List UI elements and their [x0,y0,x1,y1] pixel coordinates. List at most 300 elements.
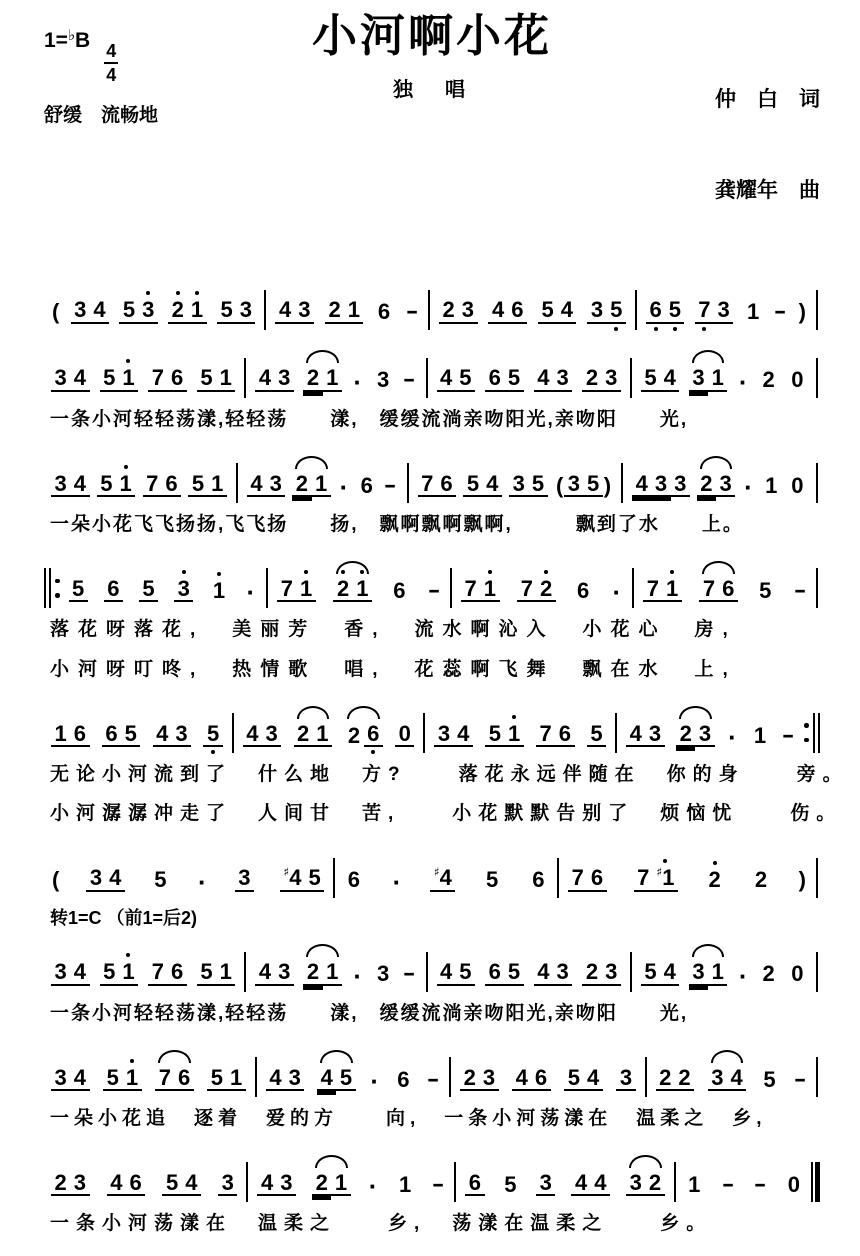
repeat-end-sign [802,713,820,753]
note-group [390,579,409,602]
note: 5 [584,472,603,497]
measure [625,470,814,502]
parenthesis: ) [798,867,806,893]
note-group [773,299,787,323]
measure [44,472,234,497]
lyrics-line: 一朵小花追 逐着 爱的方 向, 一条小河荡漾在 温柔之 乡, [50,1107,767,1129]
note: 4 [106,866,125,891]
measure [268,298,426,323]
note-group [641,366,680,391]
note: 5 [456,960,475,985]
note: 3 [376,367,390,393]
note: 5 [538,298,557,323]
note-group [196,866,209,897]
barline [423,713,425,753]
note-group [641,960,680,985]
note: 5 [587,722,606,747]
note-group [174,577,193,602]
note-group [461,577,500,602]
note: 1 [344,298,363,323]
duration-dot: · [612,577,622,608]
note: 2 [675,1066,694,1091]
note: 3 [236,298,255,323]
note: 6 [167,366,186,391]
note: 5 [162,1171,181,1196]
measure [430,960,628,985]
note: 6 [360,472,373,498]
measure [619,720,802,752]
measure [240,470,405,502]
measure [634,365,814,397]
note: 1 [353,577,372,602]
note-group [482,868,501,891]
note: 0 [791,367,804,393]
barline [426,358,428,398]
note: 1 [323,960,342,985]
notation-line [44,932,820,998]
lyrics-line: 一条小河荡漾在 温柔之 乡, 荡漾在温柔之 乡。 [50,1213,713,1235]
note: 5 [607,298,626,323]
note: 3 [479,1066,498,1091]
note-group [517,577,556,602]
note: 3 [616,1066,635,1091]
measure [430,366,628,391]
barline [630,952,632,992]
notation-line [44,548,820,614]
note-group [395,722,414,747]
note: 7 [143,472,162,497]
note: 4 [483,472,502,497]
note: 4 [90,298,109,323]
note: 5 [485,867,499,893]
note: 2 [645,1171,664,1196]
note-group [51,300,60,323]
measure [634,959,814,991]
note-group [788,368,807,391]
note: 3 [139,298,158,323]
note: 3 [714,298,733,323]
note-group [529,868,548,891]
note: 3 [51,472,70,497]
note: 3 [671,472,690,497]
barline [635,290,637,330]
barline [813,713,815,753]
note: 2 [705,868,724,891]
note: 4 [626,722,645,747]
note: 7 [536,722,555,747]
note-group [463,472,502,497]
repeat-dot [55,593,60,598]
note: 5 [188,472,207,497]
note: 6 [437,472,456,497]
measure [561,866,814,891]
note: 4 [247,472,266,497]
note-group [148,366,187,391]
note: 3 [716,472,735,497]
note-group [685,1173,704,1196]
key-prefix: 1= [44,29,68,52]
note-group [148,960,187,985]
note-group [426,1067,440,1091]
note-group [759,962,778,985]
note: 3 [174,577,193,602]
note-group [374,300,393,323]
lyricist-credit: 仲 白 词 [715,87,820,111]
final-barline [811,1162,821,1202]
note-group [107,1171,146,1196]
notation-line [44,1037,820,1103]
note: 3 [51,960,70,985]
note: 1 [313,722,332,747]
repeat-dots [804,716,809,750]
note: 2 [312,1171,331,1196]
note: 1 [504,722,523,747]
note: 4 [70,472,89,497]
note-group [582,366,621,391]
note: 4 [584,1066,603,1091]
note: 6 [508,298,527,323]
note: 1 [216,960,235,985]
note-group [373,368,392,391]
note: 5 [763,1066,776,1092]
note: 3 [553,366,572,391]
measure [44,865,331,897]
note: 7 [148,366,167,391]
note: 5 [139,577,158,602]
note: 5 [69,577,88,602]
note: 3 [651,472,670,497]
note: 6 [347,867,361,893]
note-group [721,1172,735,1196]
note: 5 [564,1066,583,1091]
note-group [632,472,690,497]
note-group [753,1172,767,1196]
note-group [439,298,478,323]
note-group [143,472,182,497]
note-group [394,1068,413,1091]
note-group [325,298,364,323]
note-group [383,473,397,497]
note: 1 [208,472,227,497]
note: 2 [460,1066,479,1091]
barline [818,713,820,753]
note-group [737,366,750,397]
slur-group [708,1066,747,1091]
note: 3 [51,366,70,391]
note: 1 [331,1171,350,1196]
note: 6 [555,722,574,747]
note-group [788,962,807,985]
repeat-dot [55,579,60,584]
note-group [275,298,314,323]
note: 1 [765,472,778,498]
slur-group [626,1171,665,1196]
note-group [51,722,90,747]
note-group [266,1066,305,1091]
parenthesis: ( [52,867,60,893]
tempo-marking: 舒缓 流畅地 [44,105,159,126]
note-group [368,1065,381,1096]
note: 3 [277,1171,296,1196]
note: 5 [305,866,324,891]
note: 4 [70,1066,89,1091]
barline [407,463,409,503]
note-group [257,1171,296,1196]
music-system [44,270,820,336]
note: 2 [439,298,458,323]
note: 2 [754,867,768,893]
note: 5 [197,960,216,985]
note: 5 [504,960,523,985]
note-group [582,960,621,985]
note-group [86,866,125,891]
note: 7 [695,298,714,323]
barline [236,463,238,503]
music-system [44,838,820,930]
note: 6 [719,577,738,602]
note-group [51,1066,90,1091]
measure [44,298,262,323]
note: 5 [641,366,660,391]
slur-group [344,722,383,747]
note: 5 [665,298,684,323]
note: 6 [364,722,383,747]
note-group [351,960,364,991]
note-group [587,298,626,323]
measure [44,1171,244,1196]
duration-dot: · [368,1171,378,1202]
note: 3 [708,1066,727,1091]
note: 1 [119,960,138,985]
music-system [44,443,820,540]
note: 4 [255,960,274,985]
slur-group [155,1066,194,1091]
note: 3 [553,960,572,985]
note-group [751,868,770,891]
modulation-note: 转1=C （前1=后2) [50,907,198,928]
slur-group [292,472,331,497]
duration-dash: - [793,577,807,603]
parenthesis: ) [798,299,806,325]
note: 6 [70,722,89,747]
measure [44,366,242,391]
note-group [207,1066,246,1091]
parenthesis: ) [603,472,612,498]
note-group [587,722,606,747]
note: 3 [602,366,621,391]
duration-dot: · [353,366,362,397]
barline [232,713,234,753]
note-group [235,866,254,891]
note: 2 [51,1171,70,1196]
barline [266,568,268,608]
barline [816,858,818,898]
measure [432,298,633,323]
note-group [756,579,775,602]
slur-group [676,722,715,747]
note: 1 [312,472,331,497]
note-group [555,472,612,497]
note: 4 [534,960,553,985]
note-group [218,1171,237,1196]
note: 7 [643,577,662,602]
note-group [255,960,294,985]
duration-dot: · [339,471,349,502]
duration-dash: - [431,1171,445,1197]
measure [248,959,423,991]
measure [454,576,630,608]
note-group [509,472,548,497]
duration-dot: · [198,866,207,897]
note-group [245,577,258,608]
note: 4 [437,366,456,391]
note: 1 [216,366,235,391]
note: 1 [227,1066,246,1091]
note-group [217,298,256,323]
note: 3 [275,366,294,391]
slur-group [689,960,728,985]
lyrics-line: 小河潺潺冲走了 人间甘 苦, 小花默默告别了 烦恼忧 伤。 [50,803,843,825]
duration-dash: - [773,298,787,324]
note-group [51,472,90,497]
barline [630,358,632,398]
note: 3 [689,366,708,391]
note: 7 [699,577,718,602]
music-system [44,693,849,830]
notation-line [44,338,820,404]
music-system [44,1037,820,1134]
note: 6 [532,867,545,893]
note: 0 [791,472,804,498]
notation-line [44,693,820,759]
note: 6 [102,722,121,747]
note: 4 [534,366,553,391]
flat-sign: ♭ [67,26,76,44]
note-group [209,579,228,602]
note: 6 [393,578,406,604]
barline [621,463,623,503]
note: 2 [347,722,361,748]
note-group [168,298,207,323]
repeat-dot [804,738,809,743]
note: 1 [688,1172,701,1198]
note-group [427,578,441,602]
note: 1 [753,722,767,748]
note-group [634,866,678,891]
duration-dash: - [405,298,419,324]
duration-dot: · [246,577,256,608]
barline [244,952,246,992]
note: 2 [762,367,775,393]
note-group [367,1171,380,1202]
barline [255,1057,257,1097]
measure [259,1064,447,1096]
barline [816,290,818,330]
note-group [742,471,755,502]
note-group [726,721,739,752]
note: 3 [376,961,390,987]
note: 1 [122,1066,141,1091]
note: 3 [295,298,314,323]
note: 4 [275,298,294,323]
lyrics-line: 落花呀落花, 美丽芳 香, 流水啊沁入 小花心 房, [50,619,737,641]
note: 4 [660,366,679,391]
note: 6 [531,1066,550,1091]
lyrics-line: 无论小河流到了 什么地 方? 落花永远伴随在 你的身 旁。 [50,763,849,785]
barline [264,290,266,330]
note: 7 [148,960,167,985]
note: 5 [121,722,140,747]
notation-area [44,270,849,1240]
slur-group [317,1066,356,1091]
note: 3 [262,722,281,747]
note: 5 [197,366,216,391]
note: 5 [336,1066,355,1091]
key-letter: B [75,29,91,52]
note: 3 [587,298,606,323]
measure [678,1172,811,1196]
note: 6 [167,960,186,985]
note: 2 [168,298,187,323]
note-group [197,366,236,391]
note-group [357,474,376,497]
barline [246,1162,248,1202]
parenthesis: ( [52,299,60,325]
note: 2 [697,472,716,497]
note: 0 [787,1172,800,1198]
note: 5 [485,722,504,747]
lyrics-line: 小河呀叮咚, 热情歌 唱, 花蕊啊飞舞 飘在水 上, [50,658,737,680]
notation-line [44,1142,820,1208]
note-group [431,1172,445,1196]
note: 4 [266,1066,285,1091]
note: 6 [485,960,504,985]
note: 3 [434,722,453,747]
duration-dash: - [403,960,416,986]
parenthesis: ( [555,472,564,498]
note-group [750,724,769,747]
measure [411,472,620,497]
barline [816,463,818,503]
repeat-dot [804,723,809,728]
notation-line [44,443,820,509]
slur-group [303,366,342,391]
note: 2 [762,961,775,987]
note-group [102,722,141,747]
note-group [97,472,136,497]
note: 6 [377,299,391,325]
performance-type: 独 唱 [393,79,471,102]
measure [44,960,242,985]
lyrics-line: 一条小河轻轻荡漾,轻轻荡 漾, 缓缓流淌亲吻阳光,亲吻阳 光, [50,1002,689,1024]
note-group [656,1066,695,1091]
note-group [571,1171,610,1196]
note-group [646,298,685,323]
barline [557,858,559,898]
note: 4 [182,1171,201,1196]
note-group [501,1173,520,1196]
note: 3 [235,866,254,891]
barline [615,713,617,753]
barline [674,1162,676,1202]
note: 5 [103,1066,122,1091]
note-group [534,366,573,391]
note: ♯1 [653,866,678,891]
barline [632,568,634,608]
barline [811,1162,813,1202]
note: 5 [528,472,547,497]
note: 3 [86,866,105,891]
